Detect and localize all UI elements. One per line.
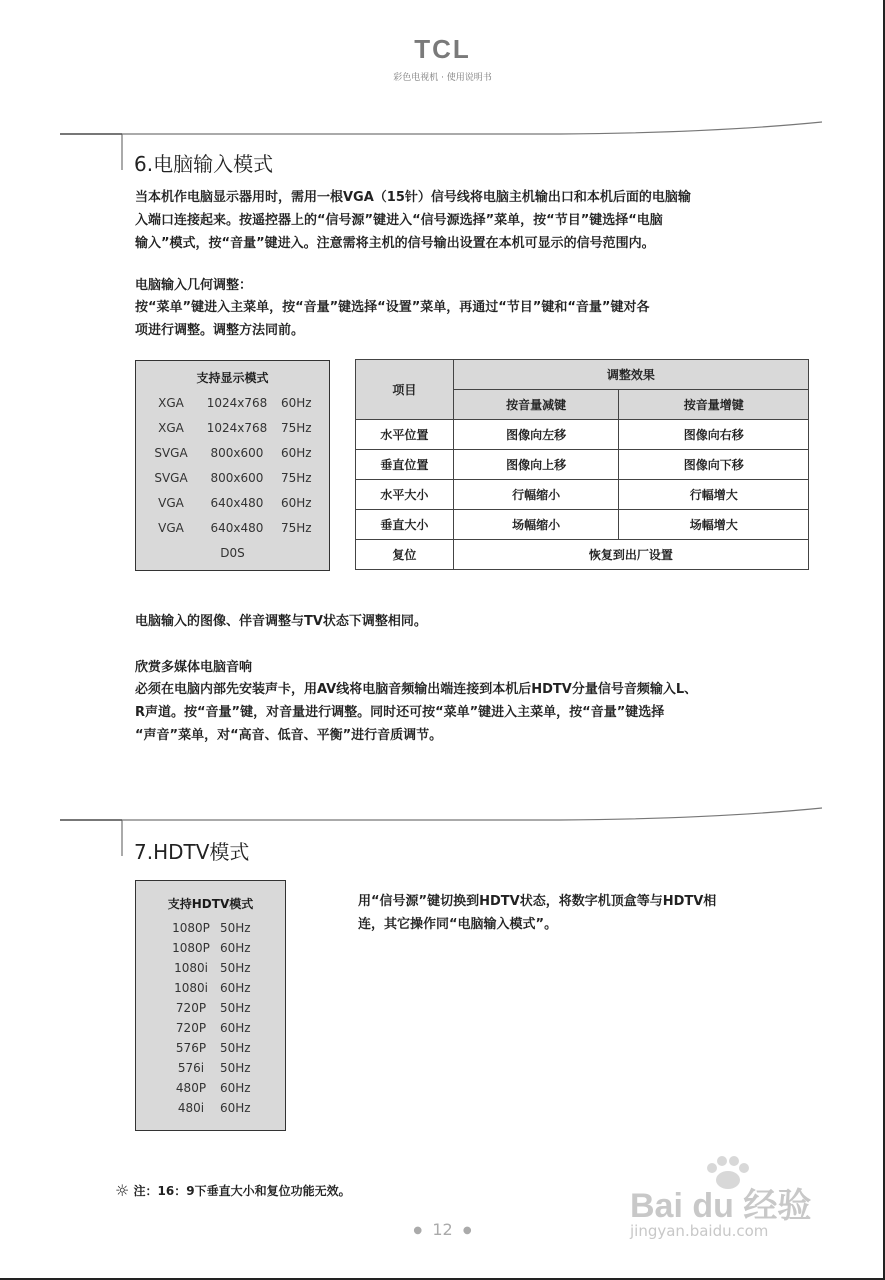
- table-row: 垂直大小 场幅缩小 场幅增大: [356, 510, 809, 540]
- table-header-item: 项目: [356, 360, 454, 420]
- mode-row: SVGA 800x600 75Hz: [154, 471, 312, 485]
- hdtv-description: 用“信号源”键切换到HDTV状态，将数字机顶盒等与HDTV相 连，其它操作同“电脑输入模式”。: [358, 894, 717, 932]
- sun-icon: ☼: [115, 1181, 130, 1200]
- image-note: 电脑输入的图像、伴音调整与TV状态下调整相同。: [135, 614, 427, 629]
- hdtv-row: 720P 60Hz: [175, 1021, 251, 1035]
- brand-logo: TCL: [414, 34, 471, 64]
- mode-row: XGA 1024x768 75Hz: [158, 421, 312, 435]
- table-row: 垂直位置 图像向上移 图像向下移: [356, 450, 809, 480]
- modes-title: 支持显示模式: [196, 371, 269, 385]
- hdtv-row: 1080i 50Hz: [174, 961, 251, 975]
- watermark: [630, 1160, 820, 1250]
- hdtv-row: 720P 50Hz: [175, 1001, 251, 1015]
- table-row: 水平位置 图像向左移 图像向右移: [356, 420, 809, 450]
- footnote-text: 注：16：9下垂直大小和复位功能无效。: [133, 1184, 351, 1198]
- page-number: ● 12 ●: [413, 1220, 472, 1239]
- table-header-inc: 按音量增键: [619, 390, 809, 420]
- mode-dos: D0S: [220, 546, 245, 560]
- hdtv-row: 1080P 60Hz: [172, 941, 251, 955]
- hdtv-modes-box: [135, 880, 286, 1131]
- mode-row: VGA 640x480 75Hz: [158, 521, 312, 535]
- intro-paragraph: 当本机作电脑显示器用时，需用一根VGA（15针）信号线将电脑主机输出口和本机后面的电脑输 入端口连接起来。按遥控器上的“信号源”键进入“信号源选择”菜单，按“节目”键选择“电脑 输入”模式，按“音量”键进入。注意需将主机的信号输出设置在本机可显示的信号范围内。: [135, 190, 691, 251]
- table-row: 水平大小 行幅缩小 行幅增大: [356, 480, 809, 510]
- hdtv-row: 480P 60Hz: [175, 1081, 251, 1095]
- display-modes-box: [135, 360, 330, 571]
- table-header-dec: 按音量减键: [453, 390, 619, 420]
- adjustment-table: [355, 359, 809, 570]
- multimedia-paragraph: 必须在电脑内部先安装声卡，用AV线将电脑音频输出端连接到本机后HDTV分量信号音频输入L、 R声道。按“音量”键，对音量进行调整。同时还可按“菜单”键进入主菜单，按“音量”键选择 “声音”菜单，对“高音、低音、平衡”进行音质调节。: [135, 682, 698, 743]
- mode-row: VGA 640x480 60Hz: [158, 496, 312, 510]
- geometry-heading: 电脑输入几何调整：: [135, 278, 253, 293]
- hdtv-title: 支持HDTV模式: [167, 897, 254, 911]
- table-row-reset: 复位 恢复到出厂设置: [356, 540, 809, 570]
- hdtv-row: 576i 50Hz: [177, 1061, 251, 1075]
- mode-row: XGA 1024x768 60Hz: [158, 396, 312, 410]
- mode-row: SVGA 800x600 60Hz: [154, 446, 312, 460]
- hdtv-row: 576P 50Hz: [175, 1041, 251, 1055]
- footnote: [115, 1180, 351, 1199]
- multimedia-heading: 欣赏多媒体电脑音响: [135, 660, 253, 675]
- hdtv-row: 480i 60Hz: [177, 1101, 251, 1115]
- hdtv-row: 1080i 60Hz: [174, 981, 251, 995]
- header-subtitle: 彩色电视机 · 使用说明书: [393, 73, 492, 83]
- geometry-paragraph: 按“菜单”键进入主菜单，按“音量”键选择“设置”菜单，再通过“节目”键和“音量”键对各 项进行调整。调整方法同前。: [135, 300, 650, 338]
- table-header-effect: 调整效果: [453, 360, 808, 390]
- section-title: 7.HDTV模式: [134, 840, 250, 864]
- watermark-url: jingyan.baidu.com: [630, 1222, 769, 1240]
- hdtv-row: 1080P 50Hz: [172, 921, 251, 935]
- watermark-brand: Bai du 经验: [630, 1187, 812, 1225]
- section-title: 6.电脑输入模式: [134, 152, 274, 176]
